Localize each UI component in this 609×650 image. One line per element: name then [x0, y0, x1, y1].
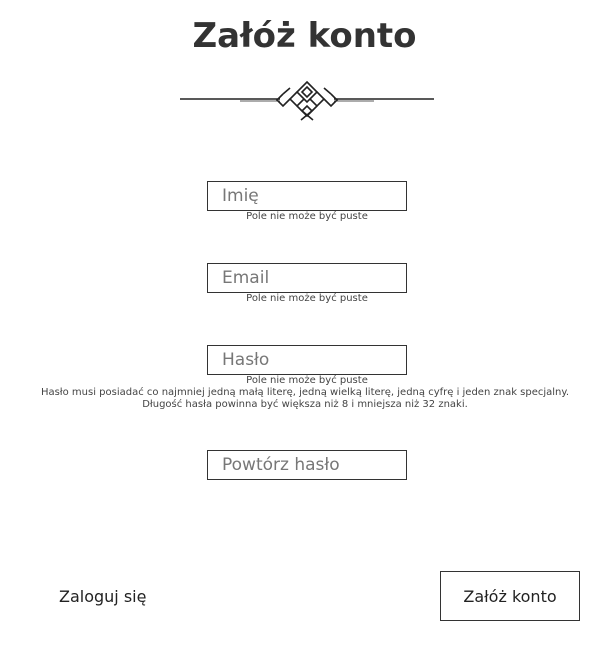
password-error: Pole nie może być puste [246, 375, 368, 386]
password-repeat-input[interactable] [208, 451, 406, 479]
name-input[interactable] [208, 182, 406, 210]
email-field[interactable] [207, 263, 407, 293]
page-title: Załóż konto [192, 16, 417, 56]
password-input[interactable] [208, 346, 406, 374]
email-error: Pole nie może być puste [246, 293, 368, 304]
create-account-button[interactable]: Załóż konto [440, 571, 580, 621]
password-repeat-field[interactable] [207, 450, 407, 480]
password-hint: Hasło musi posiadać co najmniej jedną małą literę, jedną wielką literę, jedną cyfrę i jeden znak specjalny. Długość hasła powinna być większa niż 8 i mniejsza niż 32 znaki. [40, 387, 570, 410]
login-link[interactable]: Zaloguj się [59, 587, 147, 606]
name-error: Pole nie może być puste [246, 211, 368, 222]
decorative-divider-icon [180, 80, 434, 124]
email-input[interactable] [208, 264, 406, 292]
password-field[interactable] [207, 345, 407, 375]
name-field[interactable] [207, 181, 407, 211]
